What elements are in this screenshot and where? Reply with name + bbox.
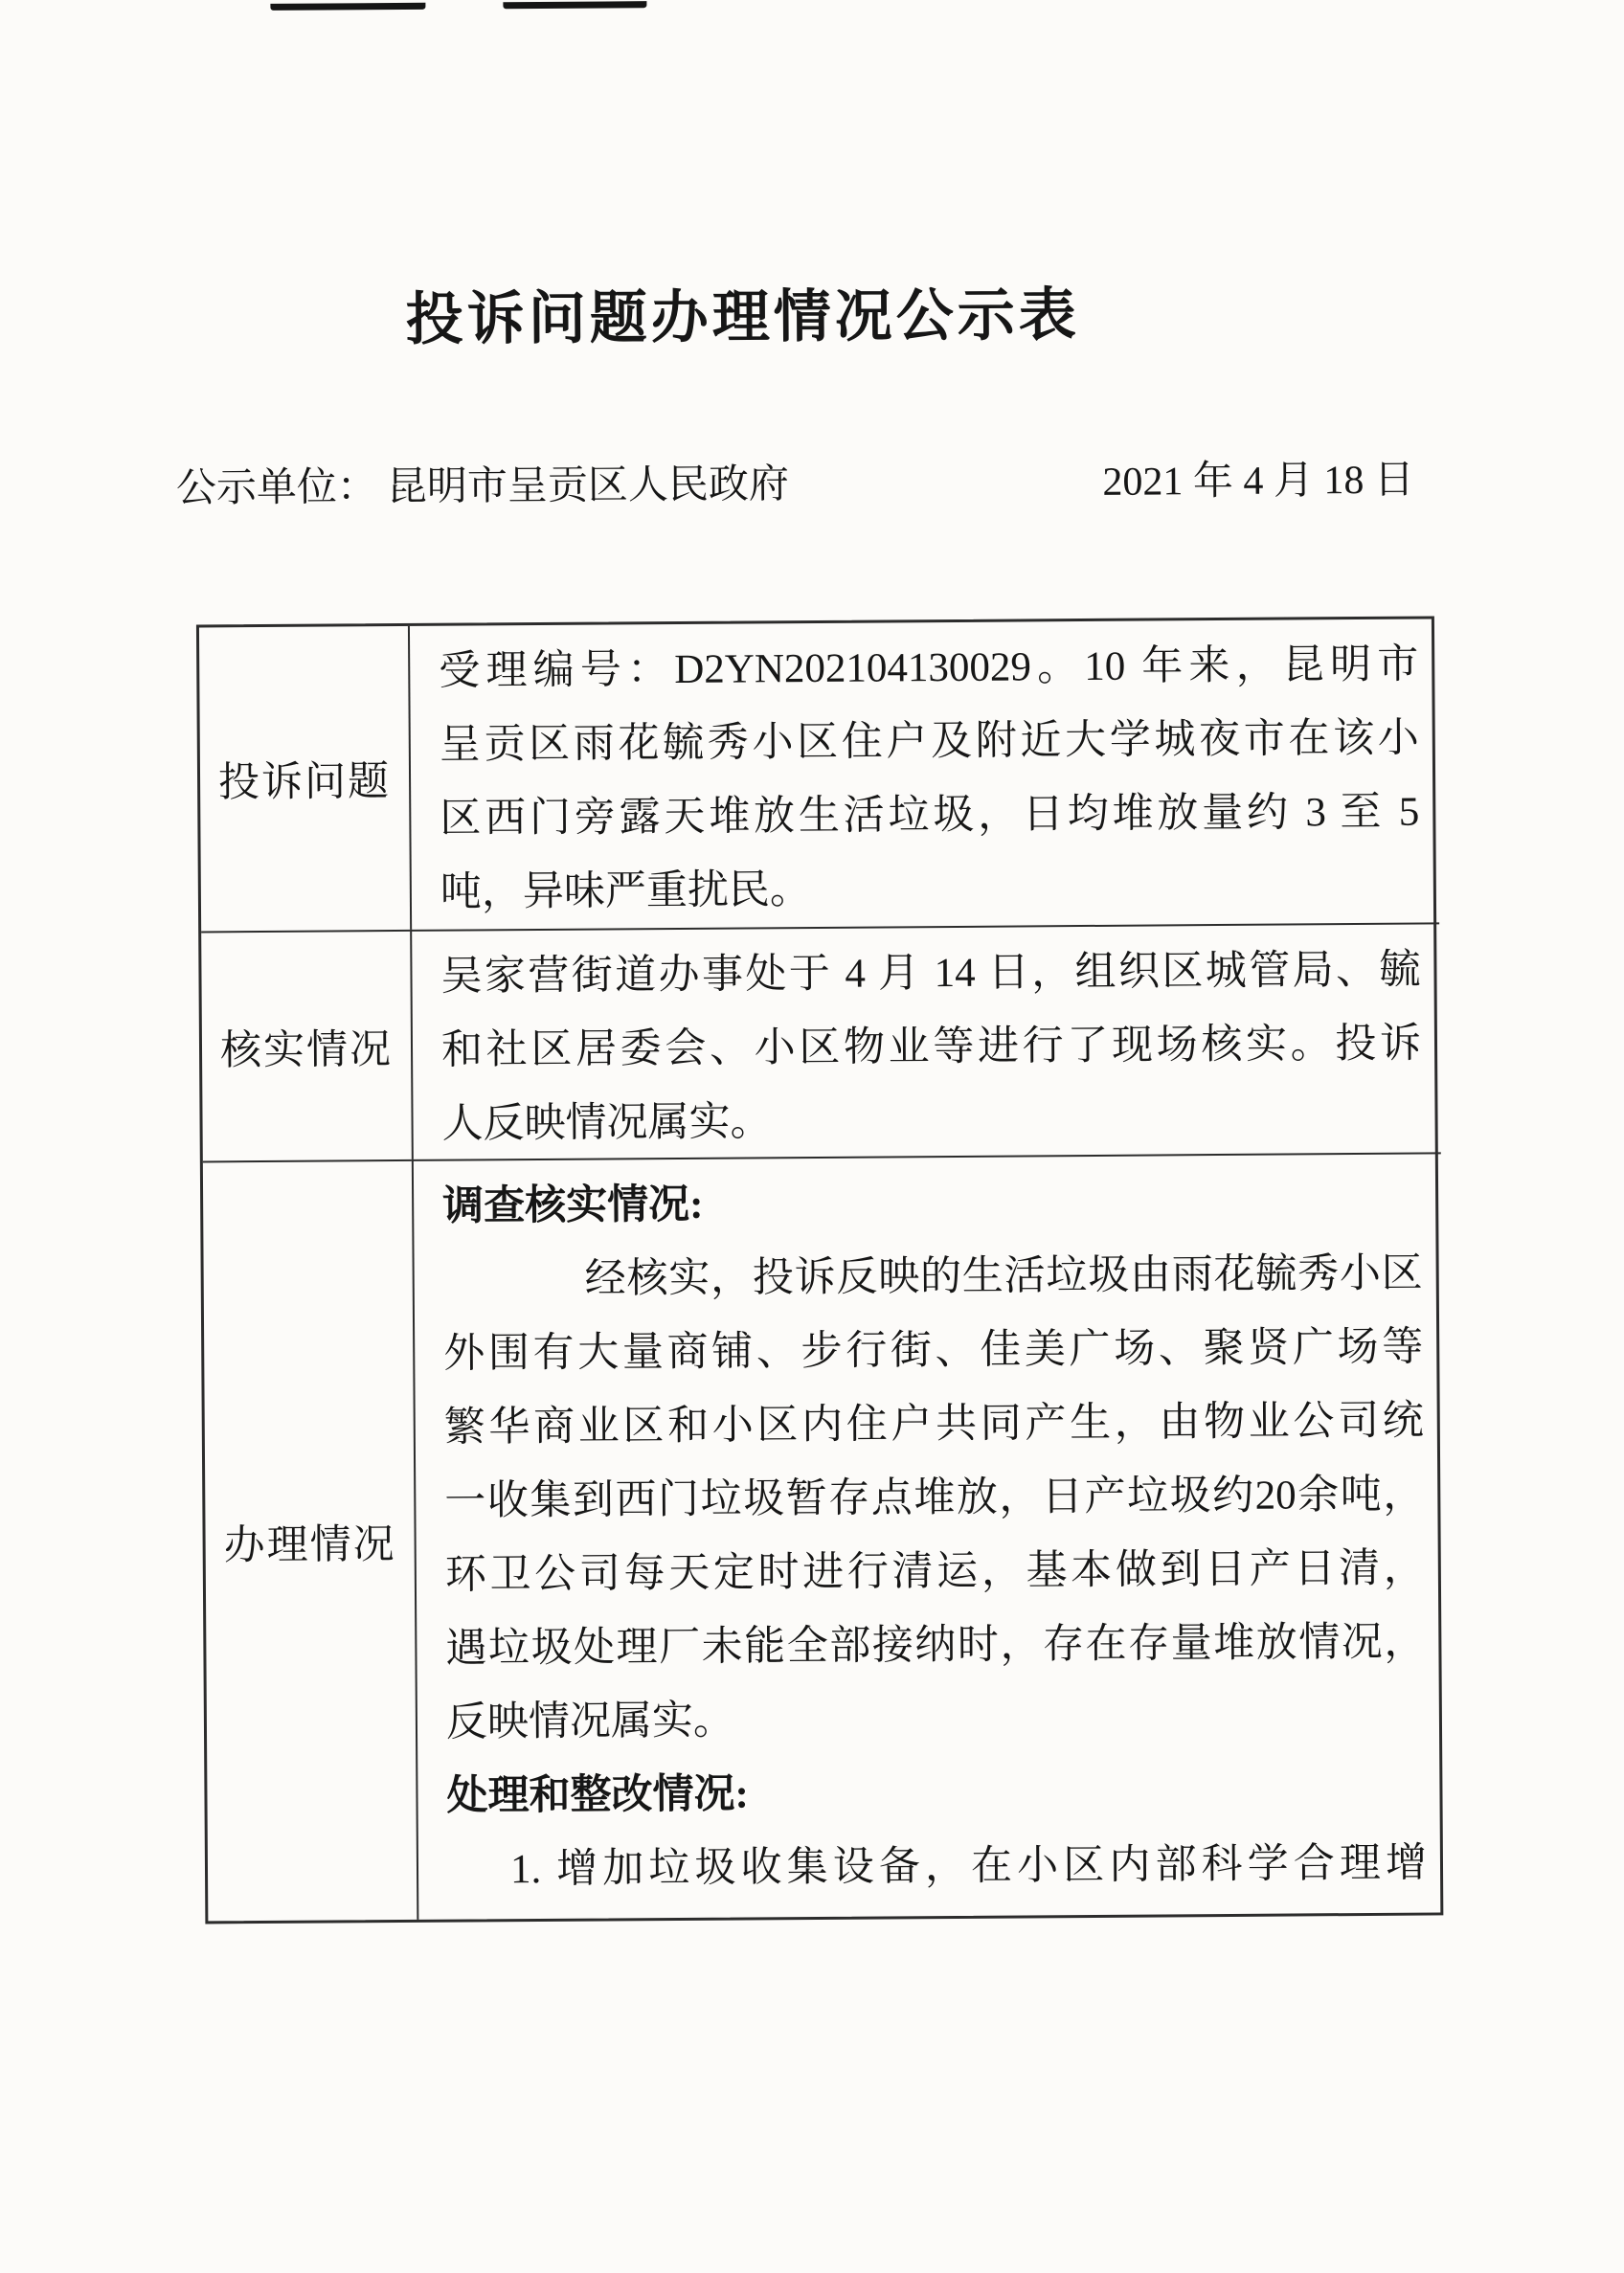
table-cell-line: 吴家营街道办事处于 4 月 14 日，组织区城管局、毓 — [440, 947, 1421, 1000]
cell-handling — [412, 1152, 1447, 1919]
table-cell-line: 处理和整改情况: — [446, 1771, 749, 1819]
row-label-handling — [203, 1159, 417, 1922]
publicity-unit-label: 公示单位： — [175, 465, 378, 511]
cell-complaint-issue — [408, 619, 1439, 929]
row-label-text: 投诉问题 — [217, 759, 392, 806]
publicity-unit — [176, 451, 790, 522]
table-cell-line: 一收集到西门垃圾暂存点堆放，日产垃圾约20余吨， — [444, 1472, 1425, 1524]
scan-artifact — [503, 1, 646, 9]
table-cell-line: 1. 增加垃圾收集设备，在小区内部科学合理增 — [509, 1840, 1428, 1893]
row-label-text: 办理情况 — [223, 1521, 396, 1568]
table-cell-line: 受理编号：D2YN202104130029。10 年来，昆明市 — [439, 641, 1419, 694]
table-cell-line: 环卫公司每天定时进行清运，基本做到日产日清， — [444, 1545, 1425, 1598]
table-cell-line: 经核实，投诉反映的生活垃圾由雨花毓秀小区 — [584, 1250, 1423, 1302]
meta-row — [176, 447, 1414, 523]
publicity-unit-value: 昆明市呈贡区人民政府 — [386, 462, 790, 510]
row-label-verification — [201, 930, 412, 1161]
publish-date: 2021 年 4 月 18 日 — [1102, 458, 1415, 505]
table-cell-line: 和社区居委会、小区物业等进行了现场核实。投诉 — [440, 1021, 1422, 1073]
table-cell-line: 呈贡区雨花毓秀小区住户及附近大学城夜市在该小 — [439, 715, 1419, 768]
table-cell-line: 区西门旁露天堆放生活垃圾，日均堆放量约 3 至 5 — [440, 789, 1420, 842]
row-label-text: 核实情况 — [219, 1026, 394, 1073]
table-cell-line: 繁华商业区和小区内住户共同产生，由物业公司统 — [443, 1398, 1424, 1451]
table-cell-line: 遇垃圾处理厂未能全部接纳时，存在存量堆放情况， — [445, 1619, 1426, 1672]
scan-artifact — [270, 3, 425, 11]
table-cell-line: 反映情况属实。 — [445, 1698, 735, 1745]
table-cell-line: 吨，异味严重扰民。 — [440, 867, 812, 915]
page-title: 投诉问题办理情况公示表 — [405, 283, 1080, 351]
complaint-table — [196, 616, 1443, 1924]
table-cell-line: 调查核实情况: — [441, 1182, 704, 1229]
cell-verification — [410, 922, 1441, 1159]
table-cell-line: 人反映情况属实。 — [441, 1099, 772, 1147]
row-label-complaint-issue — [199, 626, 410, 932]
table-cell-line: 外围有大量商铺、步行街、佳美广场、聚贤广场等 — [443, 1324, 1424, 1377]
